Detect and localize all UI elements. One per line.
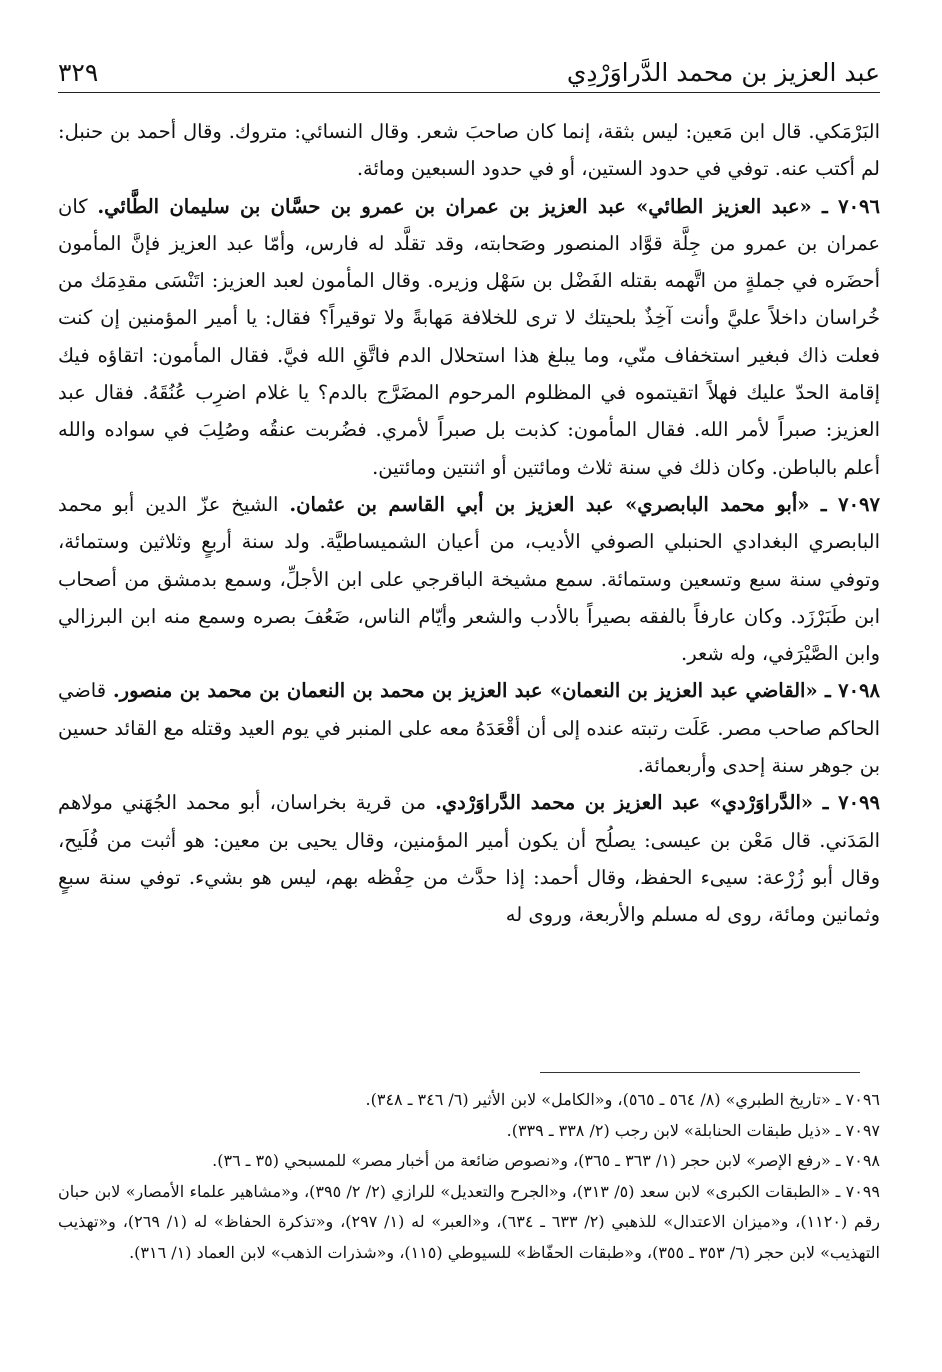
entry-body: كان عمران بن عمرو من جِلَّة قوَّاد المنصور وصَحابته، وقد تقلَّد له فارس، وأمّا عبد العزيز فإنَّ المأمون أحضَره في جملةٍ من اتَّهمه بقتله الفَضْل بن سَهْل وزيره. وقال المأمون لعبد العزيز: اتَنْسَى مقدِمَك من خُراسان داخلاً عليَّ وأنت آخِذٌ بلحيتك لا ترى للخلافة مَهابةً ولا توقيراً؟ فقال: يا أمير المؤمنين إن كنت فعلت ذاك فبغير استخفاف منّي، وما يبلغ هذا استحلال الدم فاتَّقِ الله فيَّ. فقال المأمون: اتقاؤه فيك إقامة الحدّ عليك فهلاً اتقيتموه في المظلوم المرحوم المضَرَّج بالدم؟ يا غلام اضرِب عُنُقَهُ. فقال عبد العزيز: صبراً لأمر الله. فقال المأمون: كذبت بل صبراً لأمري. فضُربت عنقُه وصُلِبَ في سواده والله أعلم بالباطن. وكان ذلك في سنة ثلاث ومائتين أو اثنتين ومائتين. (58, 194, 880, 479)
footnote-7097: ٧٠٩٧ ـ «ذيل طبقات الحنابلة» لابن رجب (٢/ ٣٣٨ ـ ٣٣٩). (506, 1120, 880, 1140)
footnote-7099: ٧٠٩٩ ـ «الطبقات الكبرى» لابن سعد (٥/ ٣١٣)، و«الجرح والتعديل» للرازي (٢/ ٢/ ٣٩٥)، و«مشاهير علماء الأمصار» لابن حبان رقم (١١٢٠)، و«ميزان الاعتدال» للذهبي (٢/ ٦٣٣ ـ ٦٣٤)، و«العبر» له (١/ ٢٩٧)، و«تذكرة الحفاظ» له (١/ ٢٦٩)، و«تهذيب التهذيب» لابن حجر (٦/ ٣٥٣ ـ ٣٥٥)، و«طبقات الحفّاظ» للسيوطي (١١٥)، و«شذرات الذهب» لابن العماد (١/ ٣١٦). (58, 1181, 881, 1262)
main-text (58, 113, 880, 934)
entry-body: من قرية بخراسان، أبو محمد الجُهَني مولاهم المَدَني. قال مَعْن بن عيسى: يصلُح أن يكون أمير المؤمنين، وقال يحيى بن معين: هو أثبت من فُلَيح، وقال أبو زُرْعة: سيىء الحفظ، وقال أحمد: إذا حدَّث من حِفْظه بهم، ليس هو بشيء. توفي سنة سبعٍ وثمانين ومائة، روى له مسلم والأربعة، وروى له (58, 791, 880, 927)
entry-7098 (58, 672, 880, 784)
running-title: عبد العزيز بن محمد الدَّراوَرْدِي (566, 57, 880, 87)
entry-7099 (58, 784, 880, 933)
entry-body: قاضي الحاكم صاحب مصر. عَلَت رتبته عنده إلى أن أقْعَدَهُ معه على المنبر في يوم العيد وقتله مع القائد حسين بن جوهر سنة إحدى وأربعمائة. (58, 679, 880, 778)
entry-heading: ٧٠٩٩ ـ «الدَّراوَرْدي» عبد العزيز بن محمد الدَّراوَرْدي. (435, 791, 880, 815)
entry-heading: ٧٠٩٨ ـ «القاضي عبد العزيز بن النعمان» عبد العزيز بن محمد بن النعمان بن محمد بن منصور. (112, 679, 880, 703)
intro-paragraph: البَرْمَكي. قال ابن مَعين: ليس بثقة، إنما كان صاحبَ شعر. وقال النسائي: متروك. وقال أحمد بن حنبل: لم أكتب عنه. توفي في حدود الستين، أو في حدود السبعين ومائة. (58, 120, 880, 181)
page-number: ٣٢٩ (58, 57, 99, 87)
entry-body: الشيخ عزّ الدين أبو محمد البابصري البغدادي الحنبلي الصوفي الأديب، من أعيان الشميساطيَّة. ولد سنة أربعٍ وثلاثين وستمائة، وتوفي سنة سبع وتسعين وستمائة. سمع مشيخة الباقرجي على ابن الأجلِّ، وسمع بدمشق من أصحاب ابن طَبَرْزَد. وكان عارفاً بالفقه بصيراً بالأدب والشعر وأيّام الناس، ضَعُفَ بصره وسمع منه ابن البرزالي وابن الصَّيْرَفي، وله شعر. (58, 492, 880, 666)
entry-7097 (58, 486, 880, 672)
footnote-7098: ٧٠٩٨ ـ «رفع الإصر» لابن حجر (١/ ٣٦٣ ـ ٣٦٥)، و«نصوص ضائعة من أخبار مصر» للمسبحي (٣٥ ـ ٣٦). (212, 1151, 880, 1170)
page-header (58, 52, 880, 93)
entry-heading: ٧٠٩٦ ـ «عبد العزيز الطائي» عبد العزيز بن عمران بن عمرو بن حسَّان بن سليمان الطَّائي. (97, 194, 880, 218)
entry-heading: ٧٠٩٧ ـ «أبو محمد البابصري» عبد العزيز بن أبي القاسم بن عثمان. (289, 492, 881, 516)
entry-7096 (58, 188, 880, 486)
footnote-divider (540, 1072, 860, 1073)
footnotes (58, 1085, 880, 1268)
footnote-7096: ٧٠٩٦ ـ «تاريخ الطبري» (٨/ ٥٦٤ ـ ٥٦٥)، و«الكامل» لابن الأثير (٦/ ٣٤٦ ـ ٣٤٨). (365, 1090, 880, 1109)
